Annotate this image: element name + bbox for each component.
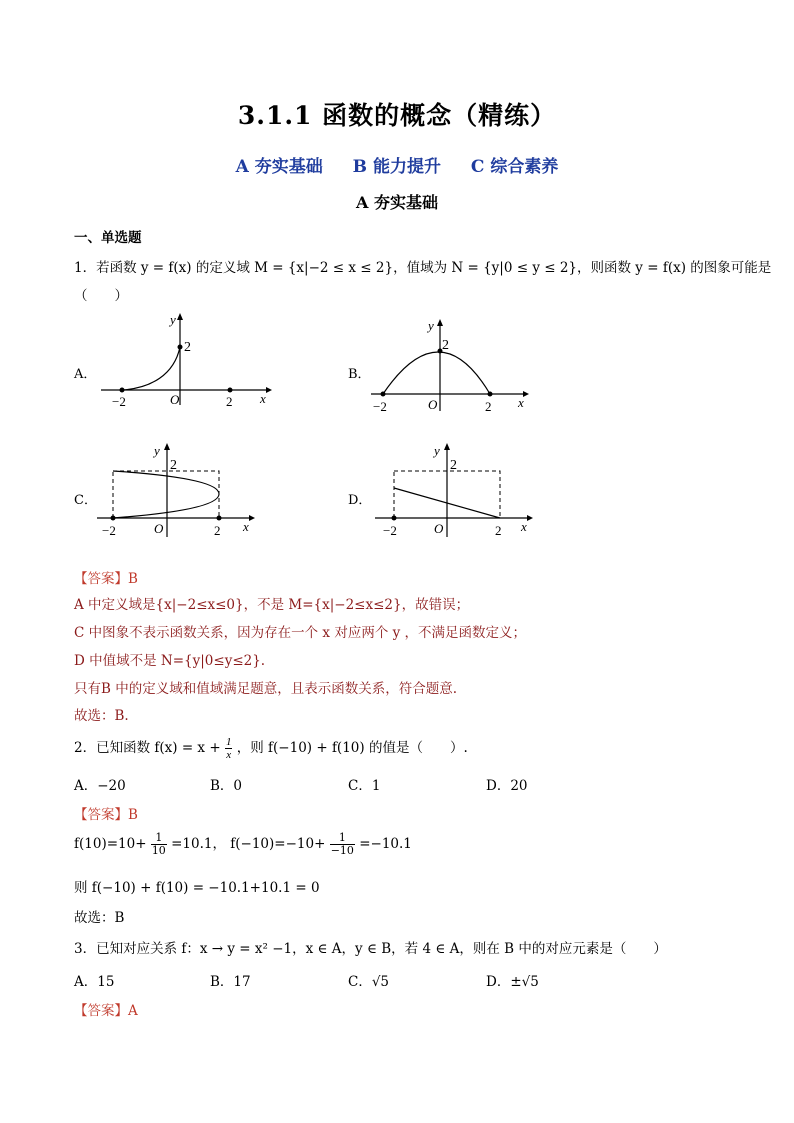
graph-a-2-label: 2 <box>226 394 233 409</box>
graph-c-x-label: x <box>243 519 249 534</box>
q2-conclusion: 故选：B <box>74 910 125 926</box>
q2-work1-num2: 1 <box>330 832 355 845</box>
q3-option-a: A．15 <box>74 974 115 990</box>
graph-b-neg2-label: −2 <box>373 399 387 414</box>
q1-option-c-label: C． <box>74 493 97 508</box>
q2-answer: 【答案】B <box>74 807 138 823</box>
q2-frac-num: 1 <box>225 736 232 748</box>
graph-a-two-label: 2 <box>184 340 191 355</box>
graph-c-origin-label: O <box>154 521 164 536</box>
q1-option-b-label: B． <box>348 367 371 382</box>
graph-d[interactable] <box>372 442 538 542</box>
q2-option-b: B．0 <box>210 778 243 794</box>
graph-d-2-label: 2 <box>495 523 502 538</box>
q2-work1-den: 10 <box>151 844 166 857</box>
graph-a-y-label: y <box>170 312 176 327</box>
q3-stem: 3．已知对应关系 f：x → y = x² −1，x ∈ A，y ∈ B，若 4 ∈ A，则在 B 中的对应元素是（ ） <box>74 941 667 957</box>
level-b-link[interactable]: B 能力提升 <box>352 157 441 177</box>
graph-c[interactable] <box>94 442 260 542</box>
section-subhead: A 夯实基础 <box>356 193 438 212</box>
q2-frac-den: x <box>226 749 232 761</box>
q2-work-line-1 <box>74 832 412 857</box>
level-links <box>0 152 794 177</box>
q2-work-line-2: 则 f(−10) + f(10) = −10.1+10.1 = 0 <box>74 880 320 896</box>
graph-d-x-label: x <box>521 519 527 534</box>
q3-option-b: B．17 <box>210 974 251 990</box>
q1-option-d-label: D． <box>348 493 372 508</box>
graph-b-origin-label: O <box>428 397 438 412</box>
q2-work-fraction-1 <box>151 832 167 857</box>
graph-a-x-label: x <box>260 391 266 406</box>
q1-stem: 1．若函数 y = f(x) 的定义域 M = {x|−2 ≤ x ≤ 2}，值域为 N = {y|0 ≤ y ≤ 2}，则函数 y = f(x) 的图象可能是 <box>74 260 772 276</box>
graph-b-x-label: x <box>518 395 524 410</box>
q2-stem-post: ，则 f(−10) + f(10) 的值是（ ）. <box>236 740 468 756</box>
q2-work1-den2: −10 <box>330 844 354 857</box>
graph-b-y-label: y <box>428 318 434 333</box>
graph-d-two-label: 2 <box>450 458 457 473</box>
q2-stem-pre: 2．已知函数 f(x) = x + <box>74 740 221 756</box>
q2-option-d: D．20 <box>486 778 528 794</box>
q2-option-a: A．−20 <box>74 778 126 794</box>
q2-work1-post: =−10.1 <box>359 836 412 852</box>
graph-c-y-label: y <box>154 443 160 458</box>
section-title: 一、单选题 <box>74 230 142 246</box>
graph-a-origin-label: O <box>170 392 180 407</box>
graph-a-neg2-label: −2 <box>112 394 126 409</box>
q1-answer: 【答案】B <box>74 571 138 587</box>
level-a-link[interactable]: A 夯实基础 <box>235 157 323 177</box>
graph-b-two-label: 2 <box>442 338 449 353</box>
q2-fraction <box>225 736 233 761</box>
graph-b-2-label: 2 <box>485 399 492 414</box>
level-c-link[interactable]: C 综合素养 <box>470 157 559 177</box>
q1-explanation-1: A 中定义域是{x|−2≤x≤0}，不是 M={x|−2≤x≤2}，故错误； <box>74 597 470 613</box>
graph-d-y-label: y <box>434 443 440 458</box>
q1-explanation-2: C 中图象不表示函数关系，因为存在一个 x 对应两个 y ，不满足函数定义； <box>74 625 527 641</box>
graph-d-neg2-label: −2 <box>383 523 397 538</box>
q2-work1-pre: f(10)=10+ <box>74 836 147 852</box>
graph-b[interactable] <box>368 316 533 416</box>
graph-c-two-label: 2 <box>170 458 177 473</box>
q2-work-fraction-2 <box>330 832 355 857</box>
q2-stem <box>74 736 468 761</box>
graph-a[interactable] <box>96 310 276 410</box>
graph-c-neg2-label: −2 <box>102 523 116 538</box>
q1-paren: （ ） <box>74 288 128 304</box>
q3-option-d: D．±√5 <box>486 974 539 990</box>
q1-explanation-5: 故选：B. <box>74 708 129 724</box>
graph-d-origin-label: O <box>434 521 444 536</box>
page-title: 3.1.1 函数的概念（精练） <box>237 101 557 130</box>
graph-c-2-label: 2 <box>214 523 221 538</box>
q1-explanation-4: 只有B 中的定义域和值域满足题意，且表示函数关系，符合题意. <box>74 681 458 697</box>
q1-option-a-label: A． <box>74 367 97 382</box>
q3-option-c: C．√5 <box>348 974 390 990</box>
q3-answer: 【答案】A <box>74 1003 138 1019</box>
q1-explanation-3: D 中值域不是 N={y|0≤y≤2}. <box>74 653 266 669</box>
q2-option-c: C．1 <box>348 778 381 794</box>
q2-work1-num: 1 <box>151 832 167 845</box>
q2-work1-mid: =10.1， f(−10)=−10+ <box>171 836 326 852</box>
